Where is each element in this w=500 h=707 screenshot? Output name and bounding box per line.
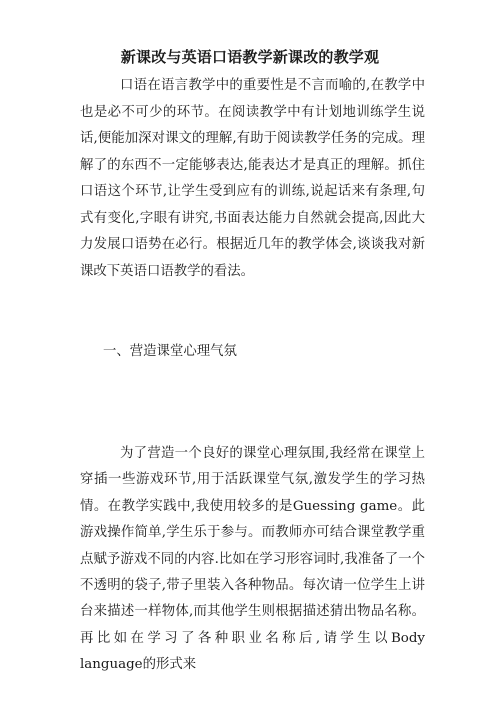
- section-heading: 一、营造课堂心理气氛: [103, 344, 237, 359]
- intro-paragraph: 口语在语言教学中的重要性是不言而喻的,在教学中也是必不可少的环节。在阅读教学中有计划地训练学生说话,便能加深对课文的理解,有助于阅读教学任务的完成。理解了的东西不一定能够表达,能表达才是真正的理解。抓住口语这个环节,让学生受到应有的训练,说起话来有条理,句式有变化,字眼有讲究,书面表达能力自然就会提高,因此大力发展口语势在必行。根据近几年的教学体会,谈谈我对新课改下英语口语教学的看法。: [80, 78, 425, 279]
- document-title: 新课改与英语口语教学新课改的教学观: [120, 48, 380, 66]
- section-paragraph: 为了营造一个良好的课堂心理氛围,我经常在课堂上穿插一些游戏环节,用于活跃课堂气氛,激发学生的学习热情。在教学实践中,我使用较多的是Guessing game。此游戏操作简单,学生乐于参与。而教师亦可结合课堂教学重点赋予游戏不同的内容.比如在学习形容词时,我准备了一个不透明的袋子,带子里装入各种物品。每次请一位学生上讲台来描述一样物体,而其他学生则根据描述猜出物品名称。再比如在学习了各种职业名称后,请学生以Body language的形式来: [80, 446, 425, 673]
